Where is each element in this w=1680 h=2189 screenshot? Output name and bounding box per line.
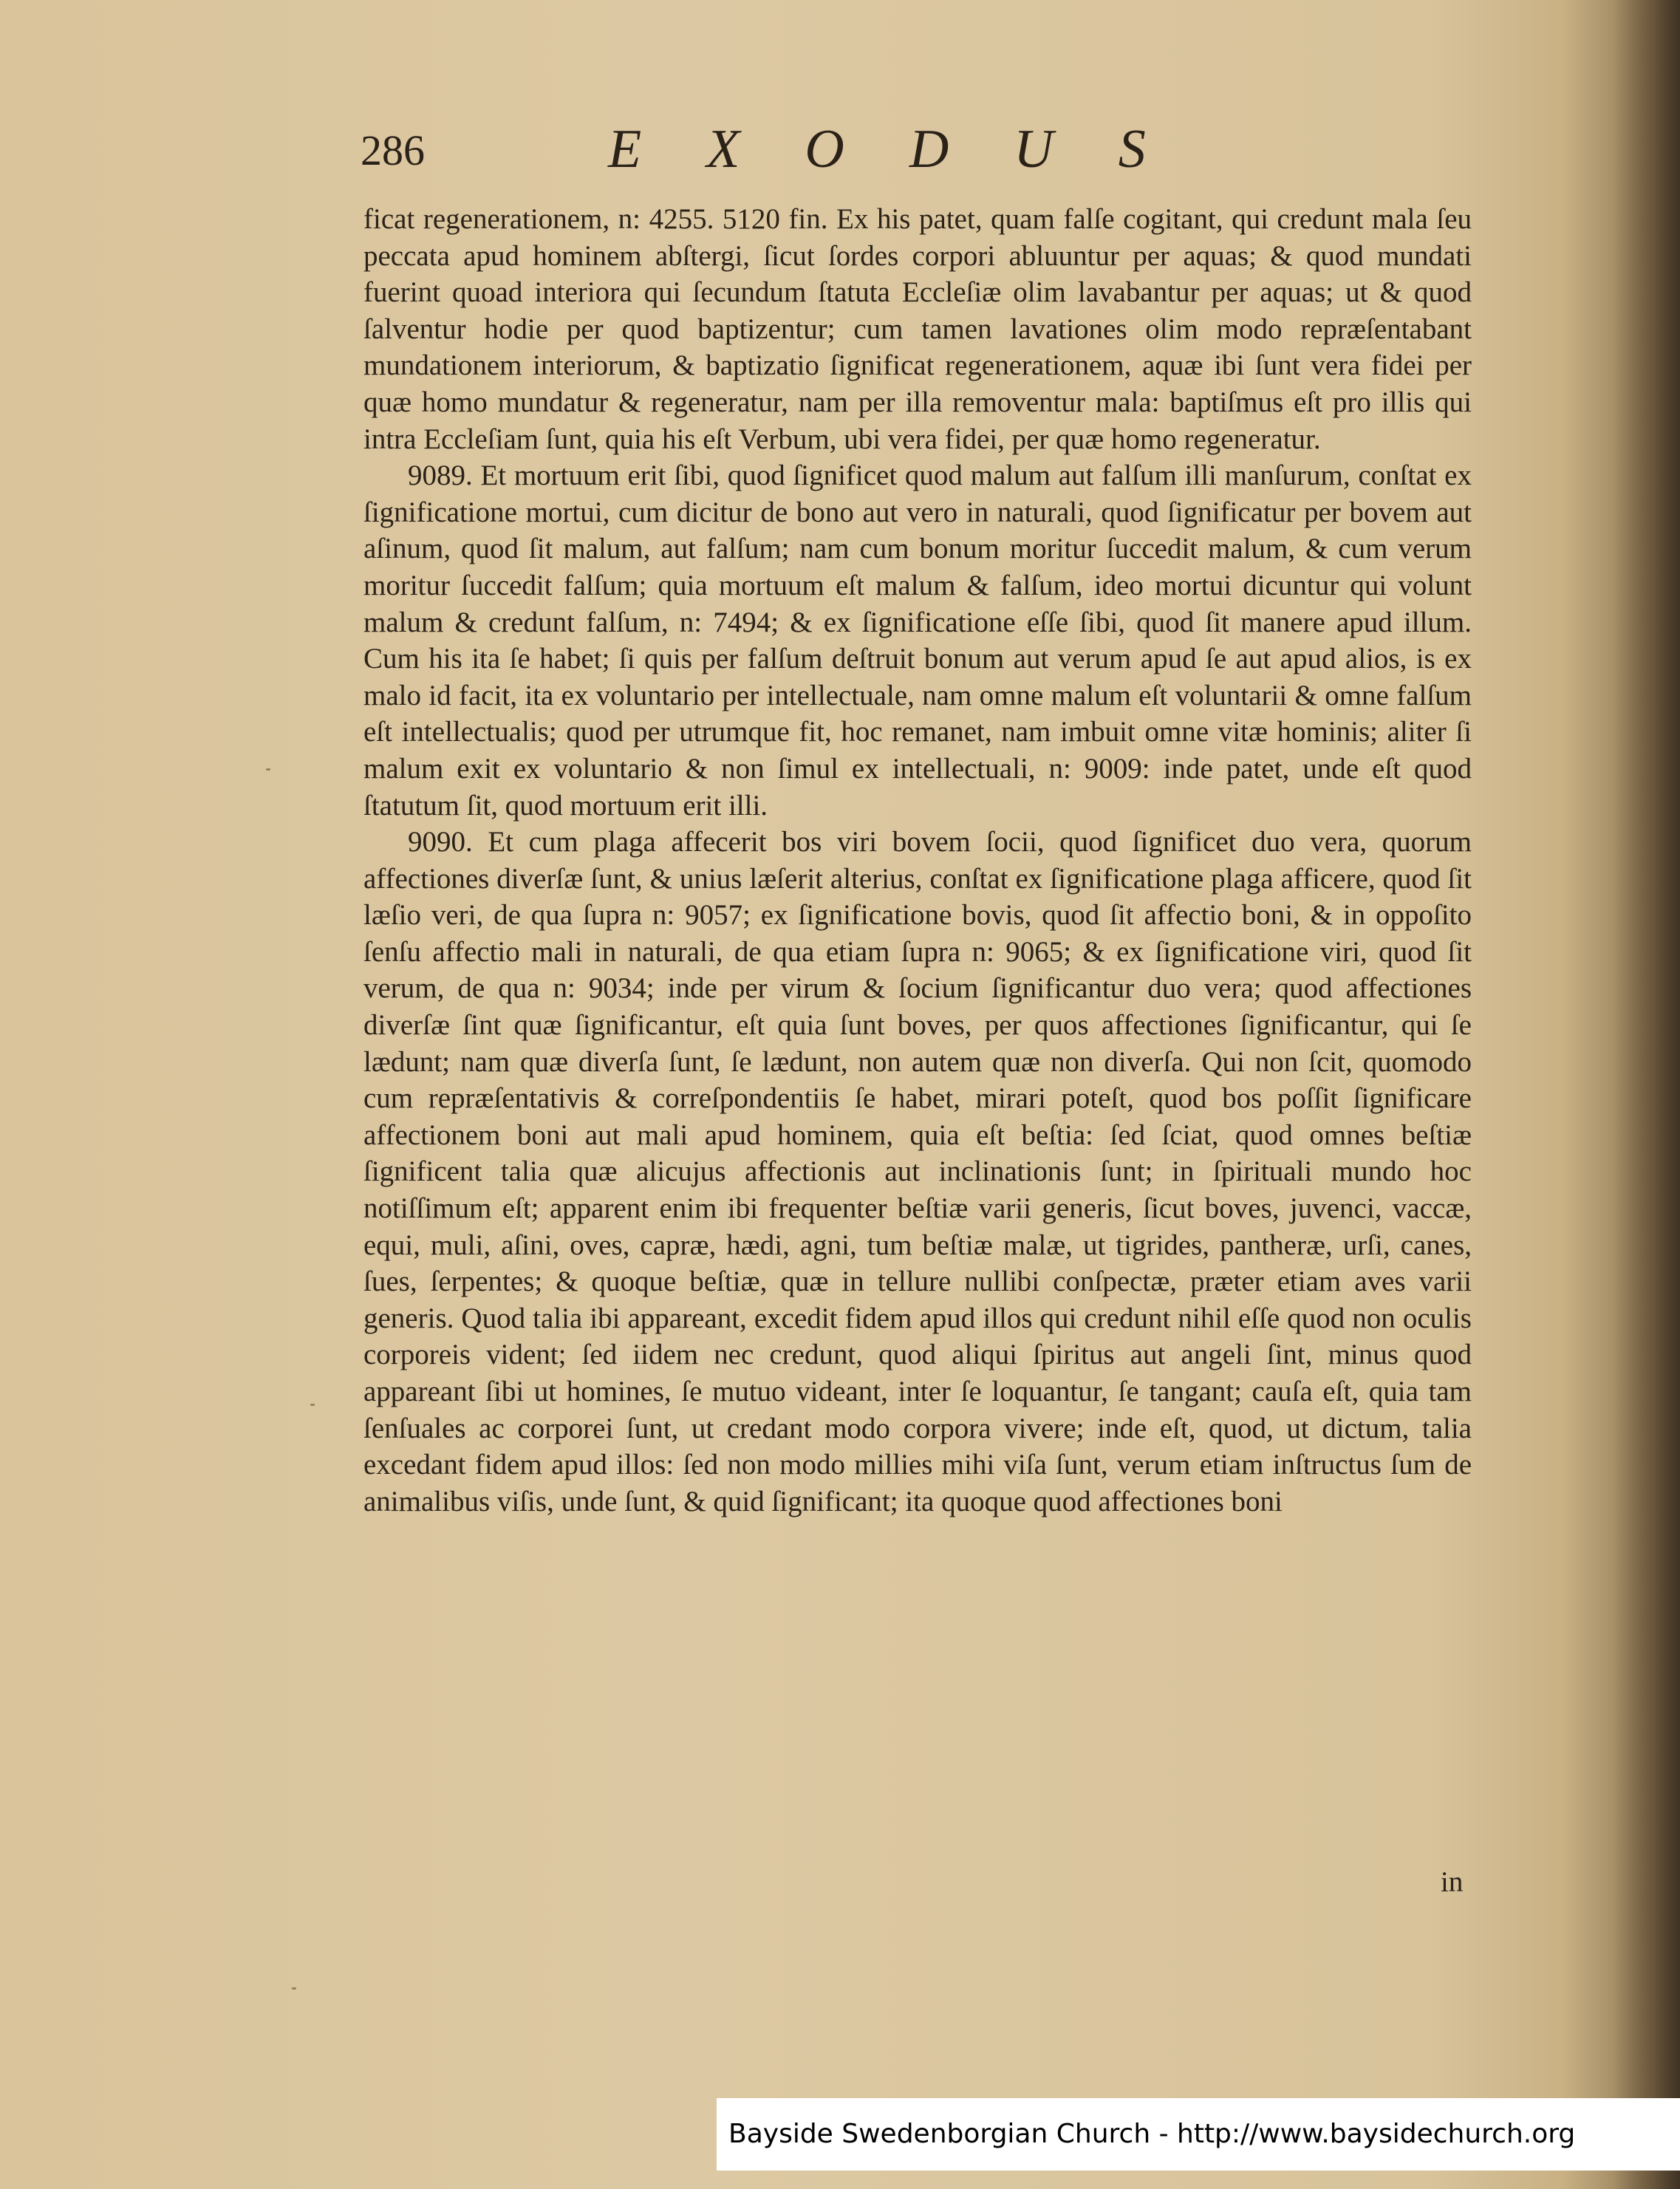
body-text xyxy=(363,201,1472,1520)
paper-speck xyxy=(292,1987,296,1990)
page-edge-shadow xyxy=(1614,0,1680,2189)
running-title: EXODUS xyxy=(608,119,1211,180)
paragraph-9090: 9090. Et cum plaga affecerit bos viri bovem ſocii, quod ſignificet duo vera, quorum affectiones diverſæ ſunt, & unius læſerit alterius, conſtat ex ſignificatione plaga afficere, quod ſit læſio veri, de qua ſupra n: 9057; ex ſignificatione bovis, quod ſit affectio boni, & in oppoſito ſenſu affectio mali in naturali, de qua etiam ſupra n: 9065; & ex ſignificatione viri, quod ſit verum, de qua n: 9034; inde per virum & ſocium ſignificantur duo vera; quod affectiones diverſæ ſint quæ ſignificantur, eſt quia ſunt boves, per quos affectiones ſignificantur, qui ſe lædunt; nam quæ diverſa ſunt, ſe lædunt, non autem quæ non diverſa. Qui non ſcit, quomodo cum repræſentativis & correſpondentiis ſe habet, mirari poteſt, quod bos poſſit ſignificare affectionem boni aut mali apud hominem, quia eſt beſtia: ſed ſciat, quod omnes beſtiæ ſignificent talia quæ alicujus affectionis aut inclinationis ſunt; in ſpirituali mundo hoc notiſſimum eſt; apparent enim ibi frequenter beſtiæ varii generis, ſicut boves, juvenci, vaccæ, equi, muli, aſini, oves, capræ, hædi, agni, tum beſtiæ malæ, ut tigrides, pantheræ, urſi, canes, ſues, ſerpentes; & quoque beſtiæ, quæ in tellure nullibi conſpectæ, præter etiam aves varii generis. Quod talia ibi appareant, excedit fidem apud illos qui credunt nihil eſſe quod non oculis corporeis vident; ſed iidem nec credunt, quod aliqui ſpiritus aut angeli ſint, minus quod appareant ſibi ut homines, ſe mutuo videant, inter ſe loquantur, ſe tangant; cauſa eſt, quia tam ſenſuales ac corporei ſunt, ut credant modo corpora vivere; inde eſt, quod, ut dictum, talia excedant fidem apud illos: ſed non modo millies mihi viſa ſunt, verum etiam inſtructus ſum de animalibus viſis, unde ſunt, & quid ſignificant; ita quoque quod affectiones boni xyxy=(363,826,1472,1517)
paragraph-continuation: ficat regenerationem, n: 4255. 5120 fin. Ex his patet, quam falſe cogitant, qui credunt mala ſeu peccata apud hominem abſtergi, ſicut ſordes corpori abluuntur per aquas; & quod mundati fuerint quoad interiora qui ſecundum ſtatuta Eccleſiæ olim lavabantur per aquas; ut & quod ſalventur hodie per quod baptizentur; cum tamen lavationes olim modo repræſentabant mundationem interiorum, & baptizatio ſignificat regenerationem, aquæ ibi ſunt vera fidei per quæ homo mundatur & regeneratur, nam per illa removentur mala: baptiſmus eſt pro illis qui intra Eccleſiam ſunt, quia his eſt Verbum, ubi vera fidei, per quæ homo regeneratur. xyxy=(363,203,1472,455)
paper-speck xyxy=(310,1404,315,1406)
footer-attribution: Bayside Swedenborgian Church - http://www.baysidechurch.org xyxy=(728,2119,1576,2149)
page-header xyxy=(361,118,1232,199)
paragraph-9089: 9089. Et mortuum erit ſibi, quod ſignificet quod malum aut falſum illi manſurum, conſtat ex ſignificatione mortui, cum dicitur de bono aut vero in naturali, quod ſignificatur per bovem aut aſinum, quod ſit malum, aut falſum; nam cum bonum moritur ſuccedit malum, & cum verum moritur ſuccedit falſum; quia mortuum eſt malum & falſum, ideo mortui dicuntur qui volunt malum & credunt falſum, n: 7494; & ex ſignificatione eſſe ſibi, quod ſit manere apud illum. Cum his ita ſe habet; ſi quis per falſum deſtruit bonum aut verum apud ſe aut apud alios, is ex malo id facit, ita ex voluntario per intellectuale, nam omne malum eſt voluntarii & omne falſum eſt intellectualis; quod per utrumque fit, hoc remanet, nam imbuit omne vitæ hominis; aliter ſi malum exit ex voluntario & non ſimul ex intellectuali, n: 9009: inde patet, unde eſt quod ſtatutum ſit, quod mortuum erit illi. xyxy=(363,460,1472,822)
catchword: in xyxy=(1441,1866,1464,1898)
paper-speck xyxy=(266,768,270,771)
page-number: 286 xyxy=(361,126,425,174)
